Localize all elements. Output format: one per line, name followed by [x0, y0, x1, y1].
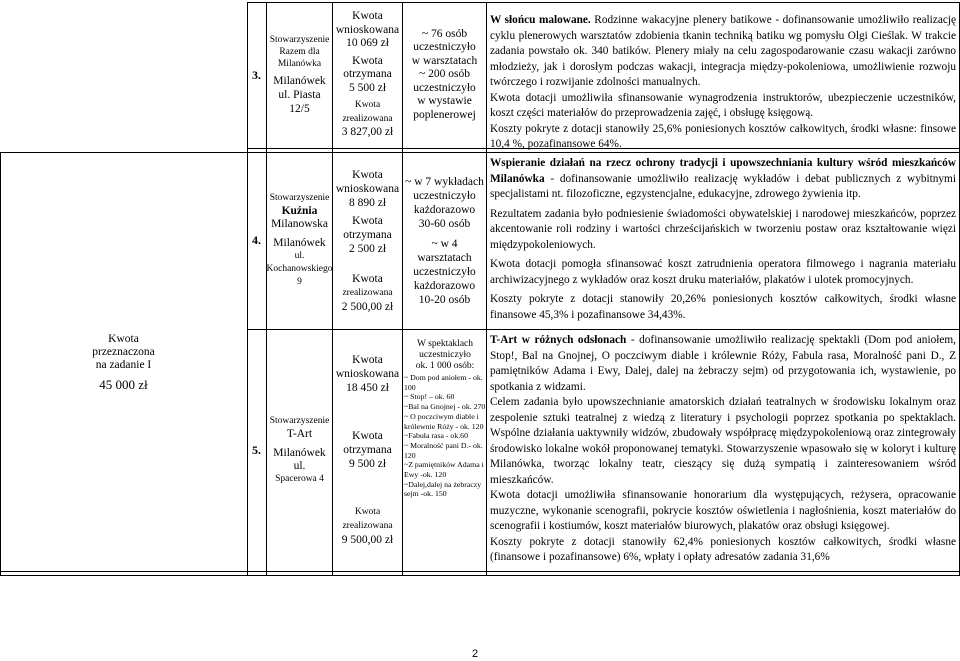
- amount-label: wnioskowana: [335, 23, 400, 36]
- amount-label: otrzymana: [343, 444, 392, 456]
- requested-amount: 10 069 zł: [346, 37, 389, 50]
- performance-list: [404, 373, 486, 499]
- org-address-line: ul.: [294, 251, 305, 261]
- performance-item: ~Bal na Gnojnej - ok. 270: [404, 402, 486, 412]
- budget-amount: 45 000 zł: [99, 376, 148, 392]
- org-address-line: ul. Piasta: [278, 89, 321, 101]
- task-title: W słońcu malowane.: [490, 14, 591, 26]
- amount-label: otrzymana: [343, 68, 392, 81]
- description-paragraph: Kwota dotacji umożliwiła sfinansowanie honorarium dla występujących, reżysera, opracowanie muzyczne, wykonanie scenografii, pokrycie kosztów oświetlenia i nagłośnienia, koszt materiałów do scenografii i kostiumów, koszt materiałów biurowych, plakatów oraz obsługi księgowej.: [490, 489, 956, 532]
- org-name-line: Stowarzyszenie: [269, 35, 330, 45]
- participants-cell: [404, 339, 486, 499]
- participants-line: 10-20 osób: [418, 293, 471, 306]
- org-address-line: Spacerowa 4: [275, 473, 324, 484]
- participants-line: W spektaklach: [416, 339, 473, 349]
- performance-item: ~ Stop! – ok. 60: [404, 392, 455, 402]
- participants-line: każdorazowo: [413, 203, 476, 216]
- description-cell: [490, 156, 956, 323]
- amount-label: Kwota: [352, 354, 383, 366]
- participants-line: poplenerowej: [413, 108, 476, 121]
- budget-label-line: na zadanie I: [95, 358, 152, 371]
- performance-item: ~ O poczciwym diable i królewnie Róży - ok. 120: [404, 411, 484, 431]
- amounts-cell: [333, 329, 402, 571]
- amount-label: Kwota: [352, 272, 383, 285]
- amount-label: Kwota: [354, 100, 381, 111]
- description-paragraph: Koszty pokryte z dotacji stanowiły 25,6% poniesionych kosztów całkowitych, środki własne: finsowe 10,4 %, pozafinansowe 64%.: [490, 122, 956, 150]
- participants-line: uczestniczyło: [413, 189, 476, 202]
- description-paragraph: Koszty pokryte z dotacji stanowiły 20,26% poniesionych kosztów całkowitych, środki własne finansowe 45,3% i pozafinansowe 34,43%.: [490, 293, 956, 321]
- participants-line: ~ w 4 warsztatach: [417, 237, 472, 264]
- participants-line: ~ 76 osób: [421, 27, 468, 40]
- budget-cell: [2, 152, 245, 571]
- received-amount: 9 500 zł: [348, 458, 387, 470]
- participants-line: w wystawie: [417, 95, 472, 108]
- org-name-line: Milanowska: [271, 218, 328, 230]
- row-number: 4.: [252, 233, 261, 247]
- participants-line: każdorazowo: [413, 279, 476, 292]
- amount-label: otrzymana: [343, 228, 392, 241]
- amounts-cell: [333, 2, 402, 148]
- description-paragraph: T-Art w różnych odsłonach - dofinansowanie umożliwiło realizację spektakli (Dom pod aniołem, Stop!, Bal na Gnojnej, O poczciwym diable i królewnie Róży, Fabula rasa, Moralność pani D., Z pamiętników Adama i Ewy, Dalej, dalej na żebraczy sejm) od przygotowania ich, wystawienie, po spotkania z widzami.: [490, 334, 956, 393]
- page-number: 2: [472, 648, 479, 660]
- org-address-line: 9: [297, 277, 302, 287]
- description-paragraph: W słońcu malowane. Rodzinne wakacyjne plenery batikowe - dofinansowanie umożliwiło realizację cyklu plenerowych warsztatów zdobienia tkanin techniką batiku wg pomysłu Olgi Cieślak. W trakcie zadania powstało ok. 340 batików. Plenery miały na celu zagospodarowanie czasu wakacji zarówno młodzieży, jak i dorosłym podczas wakacji, integracja między-pokoleniowa, umożliwienie rozwoju twórczego i rozwijanie zdolności manualnych.: [490, 14, 957, 88]
- participants-line: ok. 1 000 osób:: [415, 361, 475, 371]
- task-title: T-Art w różnych odsłonach: [490, 334, 627, 346]
- budget-label-line: przeznaczona: [92, 345, 155, 358]
- org-address-line: Milanówek: [273, 446, 326, 459]
- org-name-line: Stowarzyszenie: [269, 415, 330, 426]
- budget-label-line: Kwota: [108, 332, 139, 345]
- received-amount: 2 500 zł: [348, 242, 387, 255]
- participants-line: uczestniczyło: [419, 350, 471, 360]
- org-address-line: Kochanowskiego: [266, 264, 333, 274]
- participants-line: w warsztatach: [411, 54, 478, 67]
- participants-cell: [403, 2, 486, 148]
- participants-line: ~ w 7 wykładach: [405, 175, 484, 188]
- org-address-line: Milanówek: [273, 75, 326, 87]
- performance-item: ~Z pamiętników Adama i Ewy -ok. 120: [404, 460, 484, 480]
- amount-label: Kwota: [352, 10, 383, 23]
- amount-label: Kwota: [354, 507, 381, 517]
- amount-label: Kwota: [352, 54, 383, 67]
- organization-cell: [267, 329, 332, 571]
- description-paragraph: Rezultatem zadania było podniesienie świadomości obywatelskiej i narodowej mieszkańców, poprzez akcentowanie roli rodziny i wartości chrześcijańskich w tworzeniu postaw oraz kształtowanie więzi międzypokoleniowych.: [490, 207, 956, 251]
- participants-header: [404, 339, 486, 372]
- amount-label: wnioskowana: [335, 368, 400, 380]
- realized-amount: 3 827,00 zł: [341, 126, 394, 139]
- org-name-line: Razem dla: [279, 47, 320, 57]
- performance-item: ~ Moralność pani D.- ok. 120: [404, 440, 483, 460]
- org-address-line: ul.: [293, 459, 306, 472]
- performance-item: ~Dalej,dalej na żebraczy sejm -ok. 150: [404, 479, 482, 499]
- participants-line: 30-60 osób: [418, 217, 471, 230]
- org-name-line: Milanówka: [277, 59, 322, 69]
- amount-label: Kwota: [352, 168, 383, 181]
- description-paragraph: Celem zadania było upowszechnianie amatorskich działań teatralnych w środowisku lokalnym oraz zespolenie sztuki teatralnej z wiedzą z literatury i psychologii poprzez spotkania po spektaklach. Wspólne działania uaktywniły widzów, zbudowały współpracę międzypokoleniową oraz zintegrowały środowisko lokalne wokół proponowanej tematyki. Stowarzyszenie wpasowało się w koloryt i kulturę Milanówka, tworząc lokalny teatr, cieszący się dużą sympatią i zainteresowaniem wśród mieszkańców.: [490, 396, 956, 486]
- description-paragraph: Kwota dotacji pomogła sfinansować koszt zatrudnienia operatora filmowego i nagrania materiału archiwizacyjnego z wykładów oraz koszt druku materiałów, plakatów i ulotek promocyjnych.: [490, 258, 956, 286]
- performance-item: ~Fabuła rasa - ok.60: [404, 431, 468, 441]
- realized-amount: 2 500,00 zł: [341, 300, 394, 313]
- requested-amount: 18 450 zł: [346, 382, 389, 394]
- organization-cell: [267, 152, 332, 329]
- amount-label: zrealizowana: [342, 521, 393, 531]
- amount-label: Kwota: [352, 214, 383, 227]
- org-address-line: 12/5: [289, 103, 310, 115]
- participants-line: uczestniczyło: [413, 265, 476, 278]
- participants-line: uczestniczyło: [413, 81, 476, 94]
- org-name-line: Stowarzyszenie: [269, 193, 330, 203]
- description-cell: [490, 13, 956, 153]
- description-cell: [490, 333, 956, 566]
- amount-label: zrealizowana: [342, 287, 393, 298]
- org-name-line: T-Art: [286, 427, 313, 440]
- org-name-line: Kuźnia: [281, 205, 318, 217]
- description-paragraph: Kwota dotacji umożliwiła sfinansowanie wynagrodzenia instruktorów, ubezpieczenie uczestników, koszt części materiałów do przeprowadzenia zajęć, i obsługę księgową.: [490, 91, 956, 119]
- org-address-line: Milanówek: [273, 237, 326, 249]
- participants-cell: [403, 152, 486, 329]
- description-paragraph: Koszty pokryte z dotacji stanowiły 62,4% poniesionych kosztów całkowitych, środki własne (finansowe i pozafinansowe) 6%, wpłaty i opłaty adresatów zadania 31,6%: [490, 535, 956, 563]
- participants-line: ~ 200 osób: [419, 68, 470, 81]
- task-title: Wspieranie działań na rzecz ochrony tradycji i upowszechniania kultury wśród mieszkańców Milanówka: [490, 157, 956, 185]
- organization-cell: [267, 2, 332, 148]
- participants-line: uczestniczyło: [413, 41, 476, 54]
- realized-amount: 9 500,00 zł: [341, 534, 394, 546]
- received-amount: 5 500 zł: [348, 81, 387, 94]
- row-number: 3.: [252, 67, 261, 82]
- amounts-cell: [333, 152, 402, 329]
- performance-item: ~ Dom pod aniołem - ok. 100: [404, 373, 483, 392]
- description-paragraph: Wspieranie działań na rzecz ochrony tradycji i upowszechniania kultury wśród mieszkańców Milanówka - dofinansowanie umożliwiło realizację wykładów i debat publicznych z wybitnymi specjalistami nt. filozoficzne, egzystencjalne, edukacyjne, zdrowego żywienia itp.: [490, 157, 956, 200]
- amount-label: Kwota: [352, 430, 383, 442]
- amount-label: zrealizowana: [342, 113, 393, 124]
- requested-amount: 8 890 zł: [348, 196, 387, 209]
- row-number: 5.: [252, 442, 261, 457]
- amount-label: wnioskowana: [335, 182, 400, 195]
